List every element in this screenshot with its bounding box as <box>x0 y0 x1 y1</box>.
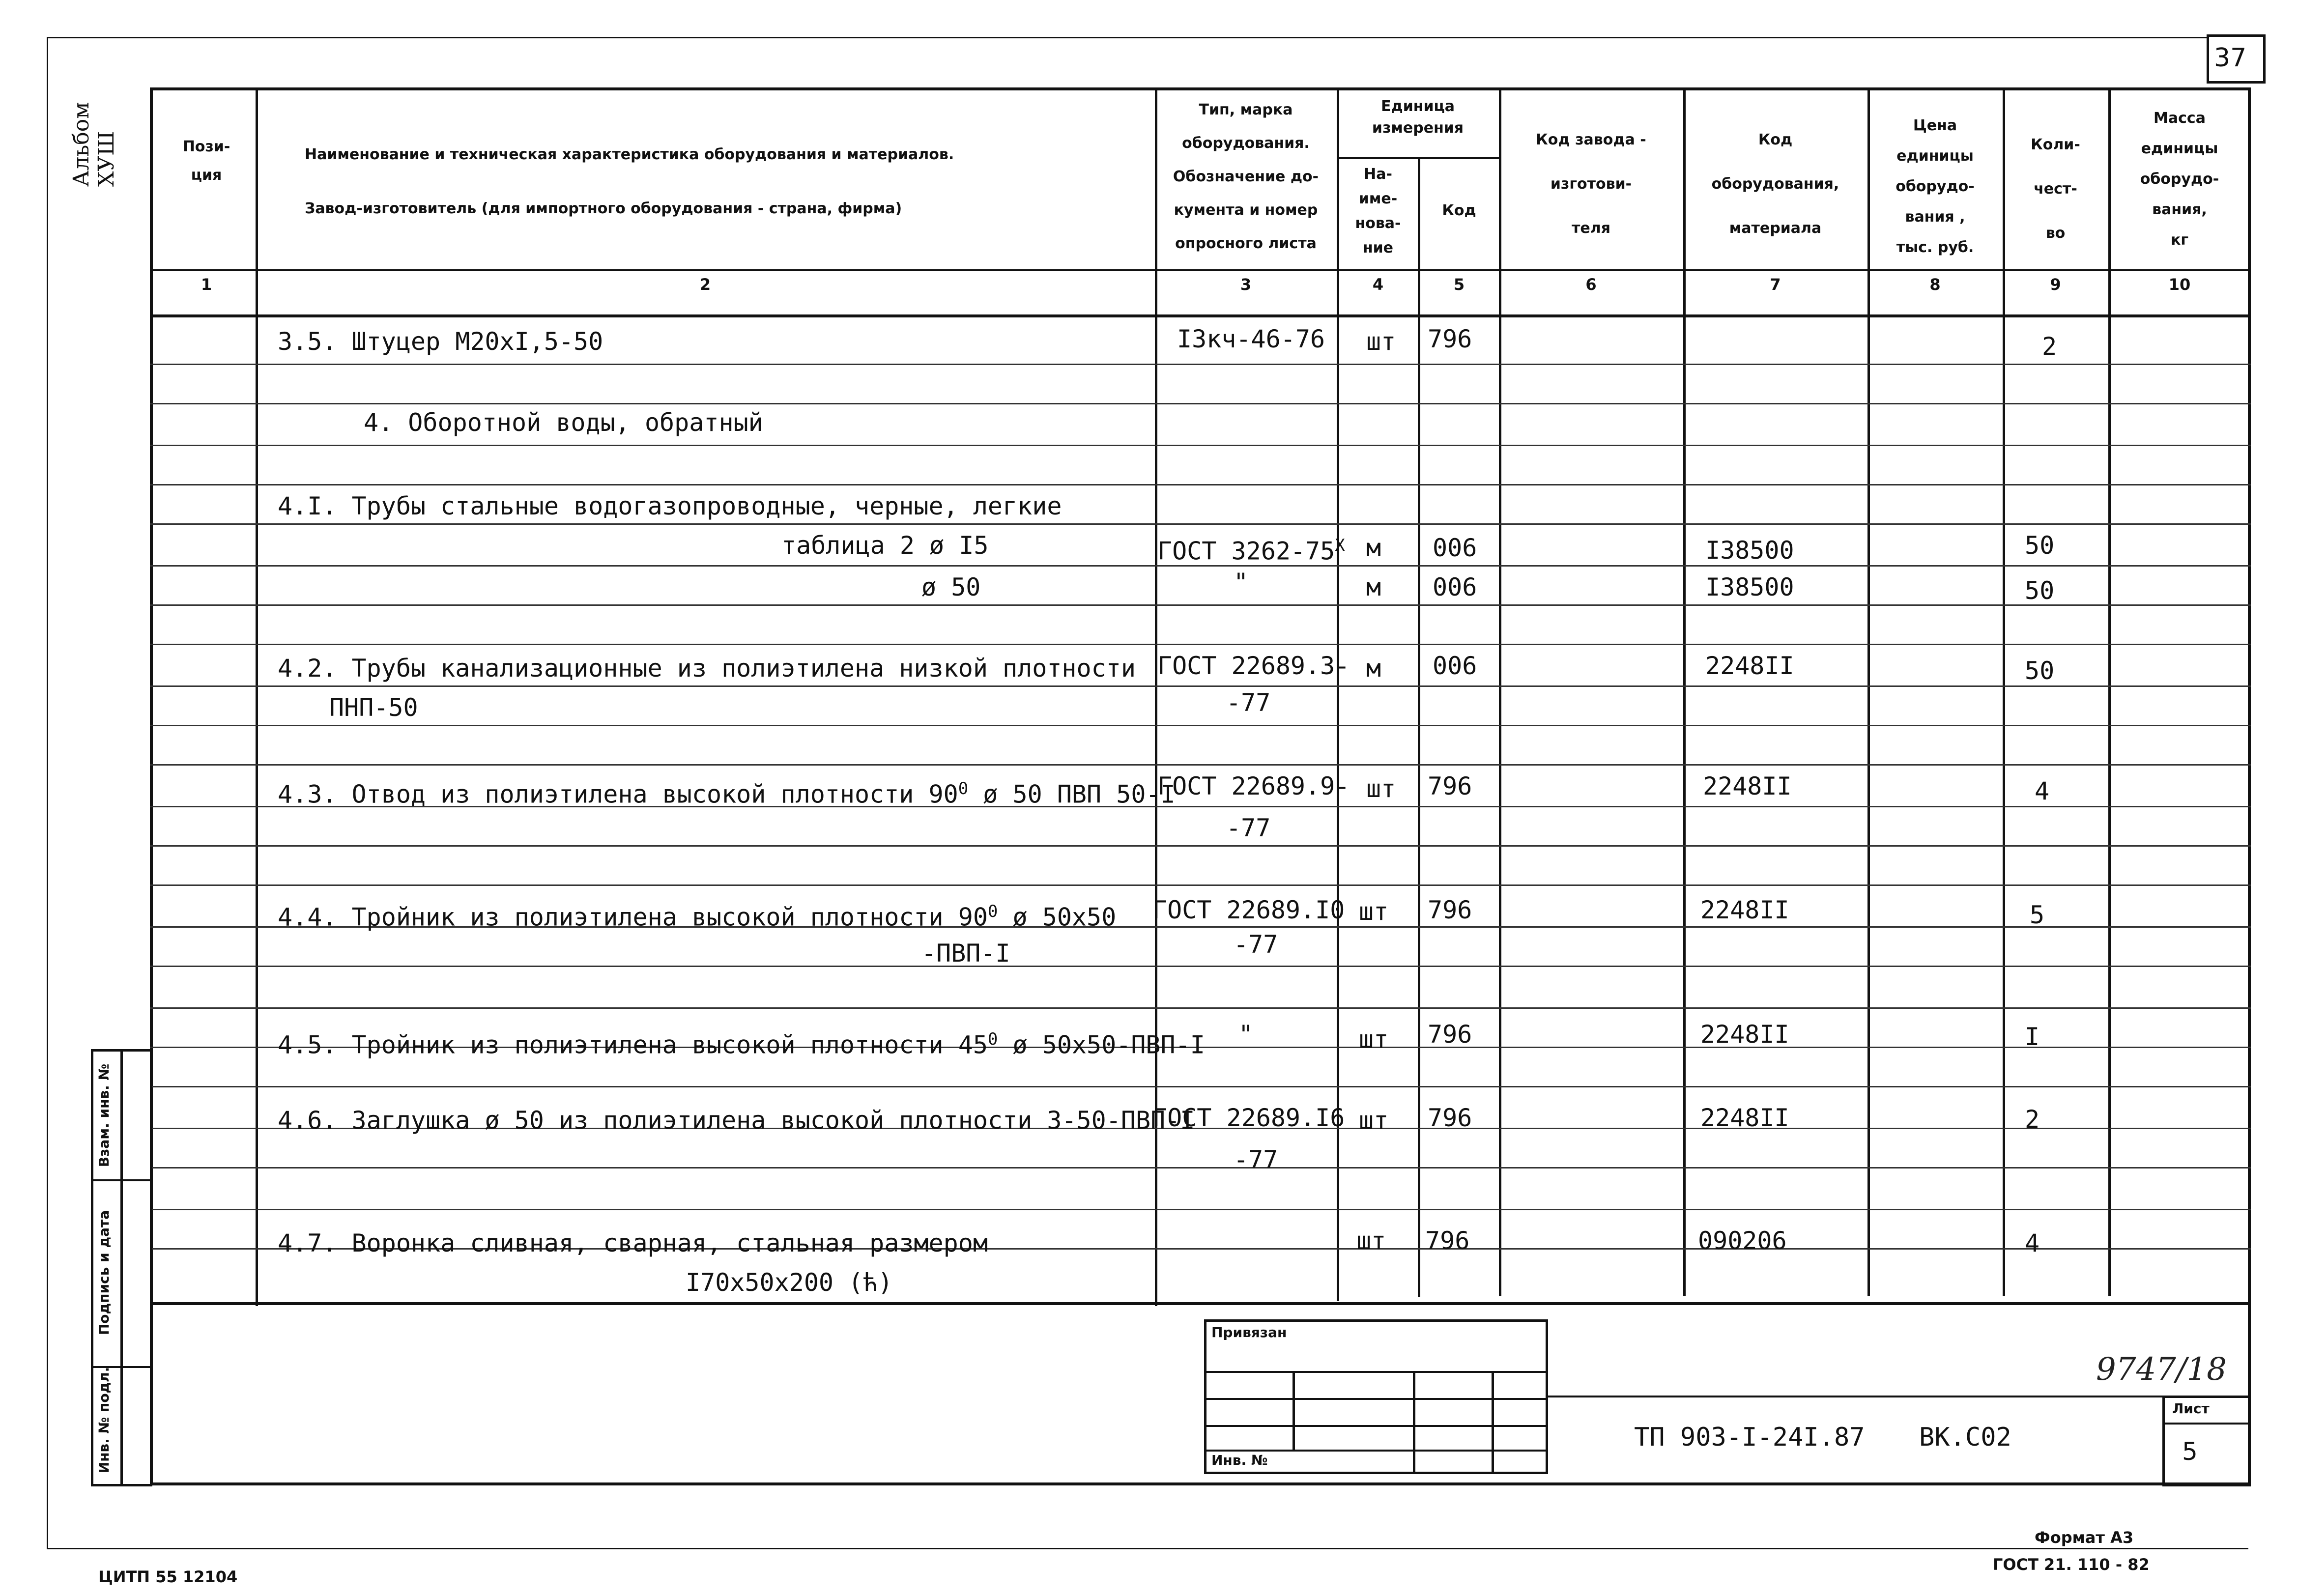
colnum-3: 3 <box>1240 275 1252 294</box>
stamp-vline <box>1413 1371 1415 1474</box>
sheet-box-line <box>2162 1423 2251 1425</box>
doc-mark: ВК.С02 <box>1919 1423 2011 1452</box>
sheet-number: 5 <box>2182 1437 2198 1466</box>
hdr-factory-code: Код завода - изготови- теля <box>1536 131 1646 237</box>
hdr-material-code: Код оборудования, материала <box>1711 131 1839 237</box>
row-unit: шт <box>1366 327 1396 356</box>
side-label-vzam: Взам. инв. № <box>96 1063 112 1168</box>
row-type: " <box>1234 568 1249 597</box>
page-bottom-line <box>47 1548 2248 1549</box>
sheet-label: Лист <box>2172 1400 2210 1417</box>
colnum-9: 9 <box>2050 275 2061 294</box>
row-name: 3.5. Штуцер М20хI,5-50 <box>278 327 603 356</box>
row-material: 2248II <box>1703 772 1792 800</box>
footer-format: Формат А3 <box>2035 1528 2134 1547</box>
row-unit: м <box>1366 654 1381 683</box>
row-type: ГОСТ $3262-75^X$ <box>1157 536 1345 566</box>
col-line-9 <box>2108 87 2111 1296</box>
page-number: 37 <box>2214 43 2247 73</box>
row-unit: м <box>1366 573 1381 601</box>
col-line-6 <box>1683 87 1686 1296</box>
colnum-7: 7 <box>1770 275 1781 294</box>
col-line-7 <box>1867 87 1870 1296</box>
row-code: 006 <box>1433 652 1477 680</box>
col-line-5 <box>1499 87 1501 1296</box>
row-unit: шт <box>1366 774 1396 803</box>
inv-no-label: Инв. № <box>1211 1452 1268 1468</box>
row-unit: шт <box>1356 1226 1386 1255</box>
row-unit: м <box>1366 534 1381 562</box>
row-code: 796 <box>1428 1104 1472 1132</box>
hdr-unit: Единица измерения <box>1372 98 1464 137</box>
colnum-6: 6 <box>1585 275 1597 294</box>
row-line <box>150 1086 2251 1087</box>
stamp-vline <box>1492 1371 1494 1474</box>
row-line <box>150 523 2251 525</box>
hdr-unit-name: На- име- нова- ние <box>1355 166 1401 256</box>
album-label: Альбом ХУШ <box>69 102 119 187</box>
row-material: 2248II <box>1700 1020 1789 1049</box>
row-name: -ПВП-I <box>921 939 1010 968</box>
row-qty: 50 <box>2025 656 2055 685</box>
colnum-5: 5 <box>1453 275 1465 294</box>
row-unit: шт <box>1359 1106 1389 1135</box>
colnum-1: 1 <box>201 275 212 294</box>
row-code: 006 <box>1433 534 1477 562</box>
row-type: -77 <box>1234 1145 1278 1174</box>
handwritten-number: 9747/18 <box>2096 1351 2227 1388</box>
page-left-line <box>47 37 48 1548</box>
row-name: 4.3. Отвод из полиэтилена высокой плотности $90^0$ ø 50 ПВП 50-I <box>278 779 1176 809</box>
col-line-8 <box>2003 87 2005 1296</box>
row-qty: 2 <box>2042 332 2057 361</box>
row-name: ПНП-50 <box>329 693 418 722</box>
row-unit: шт <box>1359 1025 1389 1054</box>
row-line <box>150 1209 2251 1210</box>
hdr-price: Цена единицы оборудо- вания , тыс. руб. <box>1896 117 1975 256</box>
row-qty: 50 <box>2025 531 2055 560</box>
row-qty: 4 <box>2025 1229 2040 1257</box>
row-line <box>150 884 2251 886</box>
header-bottom-line <box>150 269 2251 271</box>
row-line <box>150 966 2251 967</box>
row-material: 2248II <box>1700 896 1789 924</box>
row-type: -77 <box>1226 814 1271 842</box>
colnum-10: 10 <box>2168 275 2191 294</box>
row-line <box>150 1007 2251 1009</box>
row-code: 796 <box>1428 325 1472 353</box>
row-code: 796 <box>1425 1226 1470 1255</box>
row-qty: I <box>2025 1023 2040 1051</box>
title-block-line <box>1548 1396 2251 1397</box>
row-name: 4.6. Заглушка ø 50 из полиэтилена высокой плотности 3-50-ПВП-I <box>278 1106 1195 1135</box>
hdr-mass: Масса единицы оборудо- вания, кг <box>2140 110 2219 249</box>
row-code: 796 <box>1428 772 1472 800</box>
hdr-quantity: Коли- чест- во <box>2031 136 2080 242</box>
stamp-line <box>1204 1371 1548 1373</box>
row-material: I38500 <box>1705 536 1794 565</box>
stamp-line <box>1204 1450 1548 1452</box>
row-line <box>150 644 2251 645</box>
row-type: ГОСТ 22689.I0 <box>1152 896 1345 924</box>
col-line-4 <box>1418 157 1420 1297</box>
row-material: 090206 <box>1698 1226 1787 1255</box>
row-type: ГОСТ 22689.3- <box>1157 652 1350 680</box>
row-line <box>150 484 2251 485</box>
hdr-type: Тип, марка оборудования. Обозначение до- кумента и номер опросного листа <box>1173 101 1319 252</box>
row-name: 4.I. Трубы стальные водогазопроводные, черные, легкие <box>278 492 1062 520</box>
row-material: 2248II <box>1700 1104 1789 1132</box>
row-line <box>150 685 2251 687</box>
row-line <box>150 604 2251 606</box>
hdr-unit-code: Код <box>1442 202 1476 219</box>
footer-gost: ГОСТ 21. 110 - 82 <box>1993 1555 2150 1574</box>
colnum-2: 2 <box>699 275 711 294</box>
row-name: 4.5. Тройник из полиэтилена высокой плотности $45^0$ ø 50х50-ПВП-I <box>278 1029 1205 1059</box>
row-line <box>150 403 2251 404</box>
side-label-inv-podl: Инв. № подл. <box>96 1367 112 1474</box>
row-qty: 2 <box>2025 1105 2040 1134</box>
row-type: ГОСТ 22689.9- <box>1157 772 1350 800</box>
row-name: ø 50 <box>921 573 981 601</box>
row-name: таблица 2 ø I5 <box>781 531 989 560</box>
page-top-line <box>47 37 2207 38</box>
row-code: 796 <box>1428 1020 1472 1049</box>
stamp-vline <box>1293 1371 1295 1450</box>
row-line <box>150 1167 2251 1168</box>
row-line <box>150 364 2251 365</box>
row-unit: шт <box>1359 897 1389 926</box>
row-code: 796 <box>1428 896 1472 924</box>
row-type: -77 <box>1234 930 1278 959</box>
row-code: 006 <box>1433 573 1477 601</box>
row-name: 4.7. Воронка сливная, сварная, стальная размером <box>278 1229 988 1257</box>
side-label-signature: Подпись и дата <box>96 1210 112 1336</box>
privyazan-label: Привязан <box>1211 1324 1287 1340</box>
row-line <box>150 764 2251 766</box>
row-line <box>150 845 2251 847</box>
row-qty: 5 <box>2030 901 2045 929</box>
side-stamp-divider <box>120 1049 123 1486</box>
doc-code: ТП 903-I-24I.87 <box>1634 1423 1865 1452</box>
table-bottom-line <box>150 1302 2251 1305</box>
row-line <box>150 725 2251 726</box>
stamp-line <box>1204 1425 1548 1427</box>
colnum-bottom-line <box>150 314 2251 317</box>
row-name: I70х50х200 (ћ) <box>686 1268 893 1297</box>
colnum-4: 4 <box>1372 275 1384 294</box>
footer-left: ЦИТП 55 12104 <box>98 1568 238 1586</box>
row-material: 2248II <box>1705 652 1794 680</box>
row-name: 4.2. Трубы канализационные из полиэтилена низкой плотности <box>278 654 1136 683</box>
row-type: I3кч-46-76 <box>1177 325 1325 353</box>
stamp-line <box>1204 1398 1548 1400</box>
row-material: I38500 <box>1705 573 1794 601</box>
row-qty: 50 <box>2025 576 2055 605</box>
unit-header-split <box>1337 157 1499 159</box>
row-line <box>150 445 2251 446</box>
hdr-name: Наименование и техническая характеристика оборудования и материалов. Завод-изготовитель (для импортного оборудования - страна, фирма) <box>305 146 954 217</box>
row-type: -77 <box>1226 688 1271 717</box>
section-heading: 4. Оборотной воды, обратный <box>364 408 763 437</box>
row-qty: 4 <box>2035 777 2050 805</box>
row-type: " <box>1238 1020 1254 1049</box>
hdr-position: Пози- ция <box>182 138 230 184</box>
row-name: 4.4. Тройник из полиэтилена высокой плотности $90^0$ ø 50х50 <box>278 902 1117 932</box>
colnum-8: 8 <box>1929 275 1941 294</box>
row-type: ГОСТ 22689.I6 <box>1152 1104 1345 1132</box>
